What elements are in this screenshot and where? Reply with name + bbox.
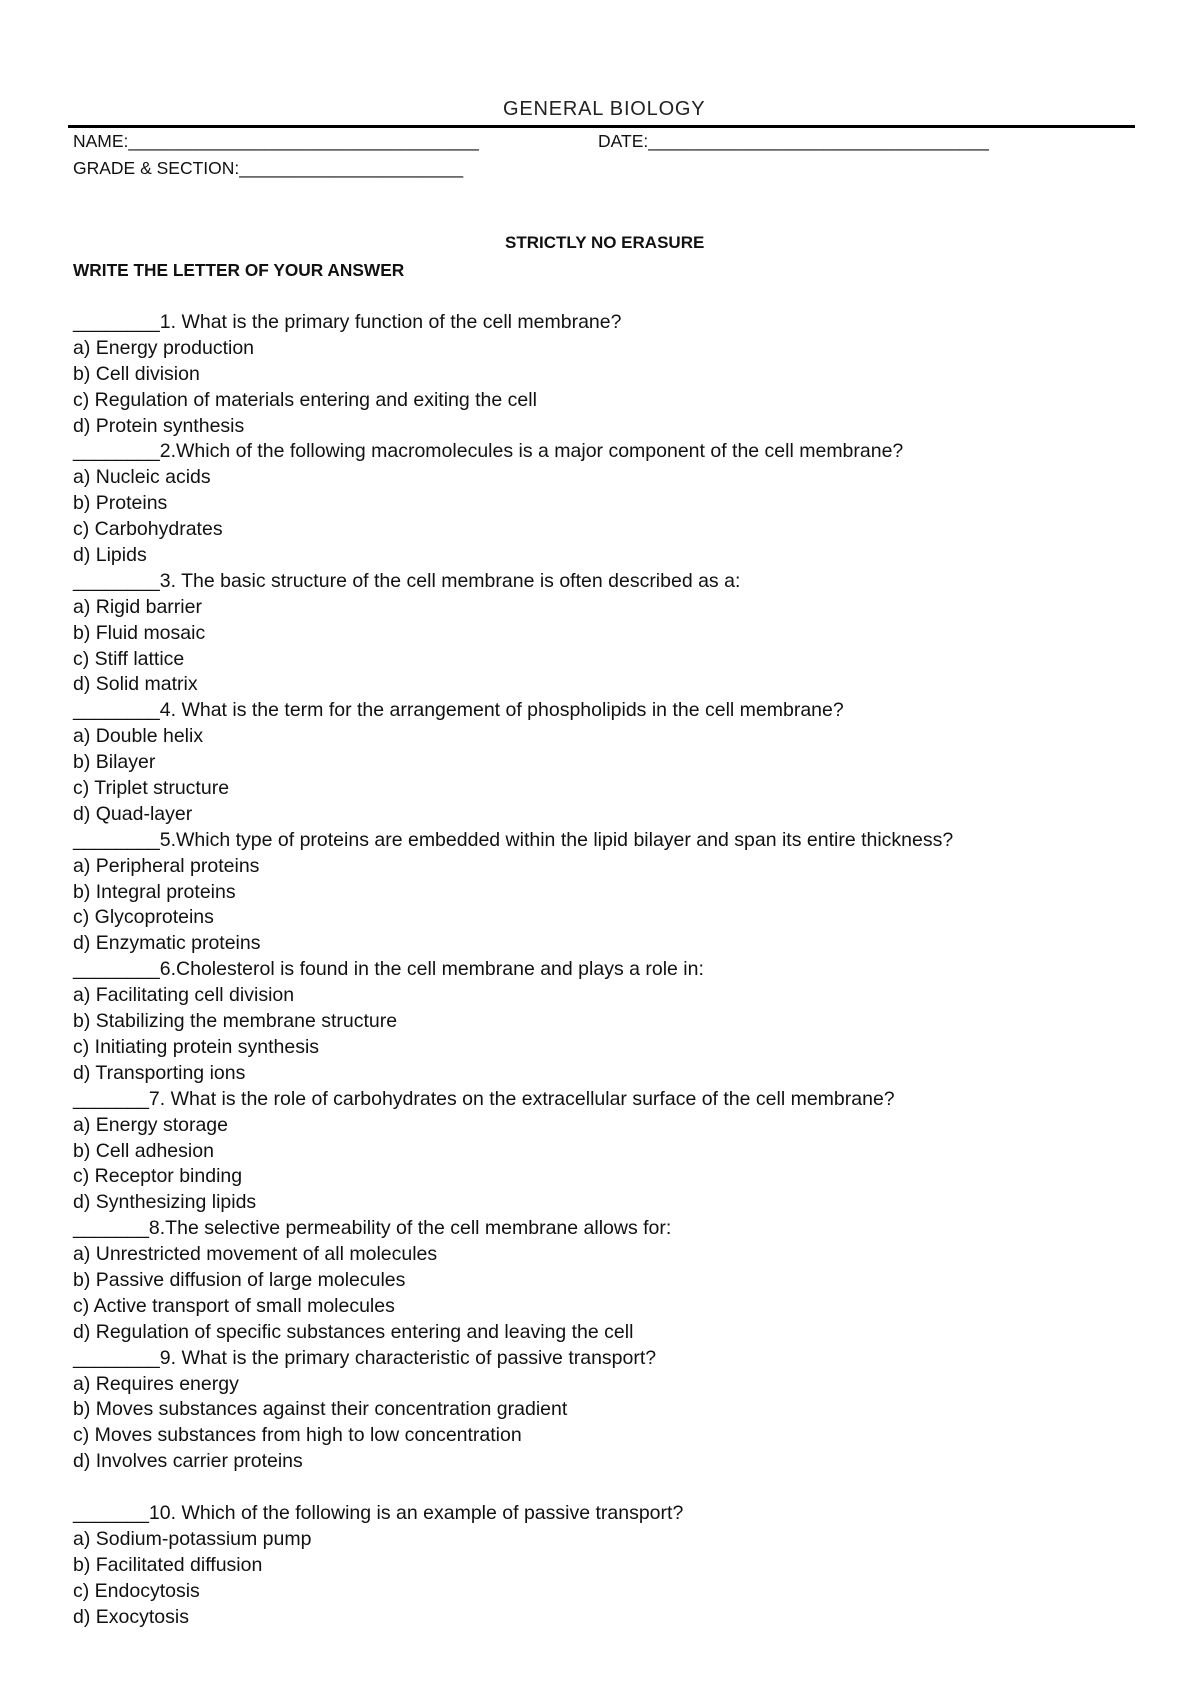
document-title: GENERAL BIOLOGY — [503, 98, 706, 120]
choice-b: b) Bilayer — [73, 751, 156, 774]
choice-a: a) Unrestricted movement of all molecules — [73, 1243, 438, 1266]
choice-a: a) Requires energy — [73, 1372, 239, 1395]
grade-section-field: GRADE & SECTION:_______________________ — [73, 158, 464, 178]
answer-blank: ________ — [73, 828, 160, 851]
question-8 — [73, 1216, 1133, 1345]
choice-c: c) Receptor binding — [73, 1165, 243, 1188]
choice-a: a) Sodium-potassium pump — [73, 1527, 312, 1550]
choice-d: d) Quad-layer — [73, 802, 193, 825]
answer-blank: _______ — [73, 1501, 149, 1524]
choice-c: c) Stiff lattice — [73, 647, 185, 670]
question-text: 6.Cholesterol is found in the cell membrane and plays a role in: — [159, 958, 704, 981]
choice-c: c) Endocytosis — [73, 1579, 200, 1602]
question-text: 4. What is the term for the arrangement of phospholipids in the cell membrane? — [159, 699, 844, 722]
answer-blank: ________ — [73, 569, 160, 592]
choice-b: b) Fluid mosaic — [73, 621, 206, 644]
date-field: DATE:___________________________________ — [598, 131, 989, 151]
choice-a: a) Nucleic acids — [73, 466, 211, 489]
question-text: 9. What is the primary characteristic of passive transport? — [159, 1346, 657, 1369]
choice-c: c) Triplet structure — [73, 777, 230, 800]
choice-d: d) Exocytosis — [73, 1605, 189, 1628]
choice-b: b) Moves substances against their concentration gradient — [73, 1398, 568, 1421]
choice-d: d) Regulation of specific substances entering and leaving the cell — [73, 1320, 634, 1343]
question-text: 8.The selective permeability of the cell membrane allows for: — [148, 1217, 672, 1240]
question-text: 2.Which of the following macromolecules is a major component of the cell membrane? — [159, 440, 904, 463]
question-stem — [73, 957, 1133, 983]
question-6 — [73, 957, 1133, 1086]
answer-blank: ________ — [73, 958, 160, 981]
question-stem — [73, 1087, 1133, 1113]
answer-blank: ________ — [73, 311, 160, 333]
choice-a: a) Energy production — [73, 336, 255, 359]
choice-b: b) Cell division — [73, 362, 200, 385]
question-stem — [73, 1501, 1133, 1527]
directions: WRITE THE LETTER OF YOUR ANSWER — [73, 260, 405, 280]
answer-blank: _______ — [73, 1217, 149, 1240]
question-text: 10. Which of the following is an example of passive transport? — [148, 1501, 684, 1524]
answer-blank: _______ — [73, 1087, 149, 1110]
question-stem — [73, 310, 1133, 336]
choice-d: d) Enzymatic proteins — [73, 932, 261, 955]
question-stem — [73, 1216, 1133, 1242]
question-1 — [73, 310, 1133, 439]
choice-d: d) Protein synthesis — [73, 414, 245, 437]
question-4 — [73, 698, 1133, 827]
choice-b: b) Integral proteins — [73, 880, 236, 903]
name-field: NAME:____________________________________ — [73, 131, 479, 151]
choice-b: b) Facilitated diffusion — [73, 1553, 263, 1576]
question-9 — [73, 1346, 1133, 1475]
question-text: 7. What is the role of carbohydrates on the extracellular surface of the cell membrane? — [148, 1087, 895, 1110]
question-2 — [73, 439, 1133, 568]
choice-b: b) Stabilizing the membrane structure — [73, 1010, 398, 1033]
choice-b: b) Proteins — [73, 492, 168, 515]
choice-b: b) Cell adhesion — [73, 1139, 214, 1162]
question-5 — [73, 828, 1133, 957]
question-3 — [73, 569, 1133, 698]
choice-c: c) Moves substances from high to low concentration — [73, 1424, 522, 1447]
choice-c: c) Carbohydrates — [73, 518, 223, 541]
choice-c: c) Initiating protein synthesis — [73, 1035, 320, 1058]
choice-a: a) Peripheral proteins — [73, 854, 260, 877]
choice-d: d) Involves carrier proteins — [73, 1450, 303, 1473]
choice-a: a) Energy storage — [73, 1113, 229, 1136]
choice-b: b) Passive diffusion of large molecules — [73, 1268, 406, 1291]
choice-c: c) Glycoproteins — [73, 906, 214, 929]
blank-line — [73, 1475, 1133, 1501]
question-list — [73, 310, 1133, 1630]
question-stem — [73, 828, 1133, 854]
answer-blank: ________ — [73, 699, 160, 722]
choice-d: d) Synthesizing lipids — [73, 1191, 257, 1214]
choice-d: d) Transporting ions — [73, 1061, 246, 1084]
choice-c: c) Regulation of materials entering and exiting the cell — [73, 388, 537, 411]
answer-blank: ________ — [73, 440, 160, 463]
question-stem — [73, 698, 1133, 724]
question-stem — [73, 439, 1133, 465]
question-10 — [73, 1501, 1133, 1630]
choice-a: a) Facilitating cell division — [73, 984, 295, 1007]
question-stem — [73, 1346, 1133, 1372]
choice-c: c) Active transport of small molecules — [73, 1294, 395, 1317]
choice-d: d) Solid matrix — [73, 673, 198, 696]
question-7 — [73, 1087, 1133, 1216]
question-text: 1. What is the primary function of the cell membrane? — [159, 311, 622, 333]
question-stem — [73, 569, 1133, 595]
choice-a: a) Rigid barrier — [73, 595, 202, 618]
question-text: 3. The basic structure of the cell membrane is often described as a: — [159, 569, 741, 592]
choice-d: d) Lipids — [73, 544, 147, 567]
question-text: 5.Which type of proteins are embedded within the lipid bilayer and span its entire thickness? — [159, 828, 954, 851]
answer-blank: ________ — [73, 1346, 160, 1369]
no-erasure-notice: STRICTLY NO ERASURE — [505, 233, 705, 252]
choice-a: a) Double helix — [73, 725, 204, 748]
